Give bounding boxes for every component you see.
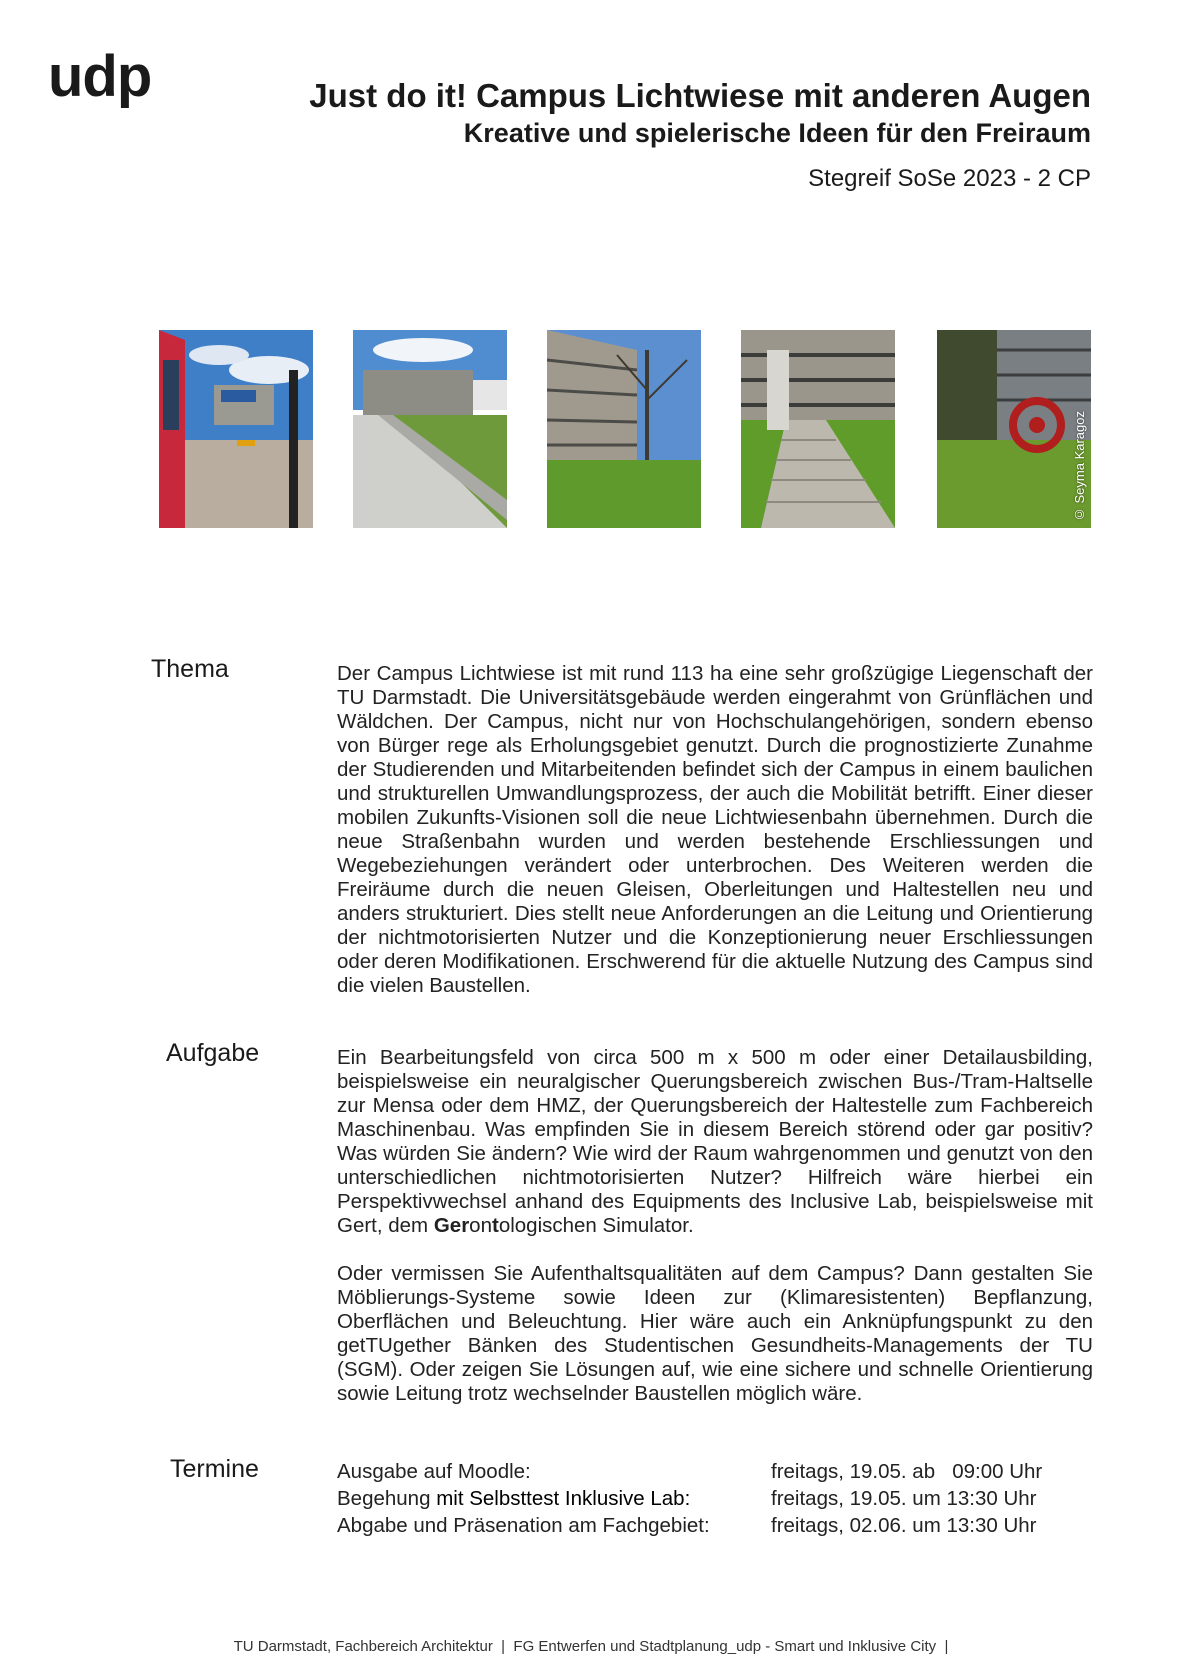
termine-when: freitags, 19.05. um 13:30 Uhr <box>771 1487 1037 1510</box>
aufgabe-p1-end: ologischen Simulator. <box>498 1214 694 1237</box>
termine-what-text: Abgabe und Präsenation am Fachgebiet: <box>337 1514 710 1537</box>
photo-tram-platform <box>159 330 313 528</box>
section-label-thema: Thema <box>151 655 229 683</box>
photo-building-tree <box>547 330 701 528</box>
udp-logo: udp <box>48 44 152 109</box>
termine-row <box>337 1458 1097 1485</box>
thema-paragraph: Der Campus Lichtwiese ist mit rund 113 ha eine sehr großzügige Liegenschaft der TU Darmstadt. Die Universitätsgebäude werden eingerahmt von Grünflächen und Wäldchen. Der Campus, nicht nur von Hochschulangehörigen, sondern ebenso von Bürger rege als Erholungsgebiet genutzt. Durch die prognostizierte Zunahme der Studierenden und Mitarbeitenden befindet sich der Campus in einem baulichen und strukturellen Umwandlungsprozess, der auch die Mobilität betrifft. Einer dieser mobilen Zukunfts-Visionen soll die neue Lichtwiesenbahn übernehmen. Durch die neue Straßenbahn wurden und werden bestehende Erschliessungen und Wegebeziehungen verändert oder unterbrochen. Des Weiteren werden die Freiräume durch die neuen Gleisen, Oberleitungen und Haltestellen neu und anders strukturiert. Dies stellt neue Anforderungen an die Leitung und Orientierung der nichtmotorisierten Nutzer und die Konzeptionierung neuer Erschliessungen oder deren Modifikationen. Erschwerend für die aktuelle Nutzung des Campus sind die vielen Baustellen. <box>337 662 1093 997</box>
aufgabe-paragraph-1 <box>337 1046 1093 1238</box>
gert-bold-1: Ger <box>433 1214 470 1237</box>
section-label-termine: Termine <box>170 1455 259 1483</box>
gert-mid: on <box>469 1214 492 1237</box>
termine-what-text: Begehung <box>337 1487 437 1510</box>
course-info: Stegreif SoSe 2023 - 2 CP <box>808 165 1091 192</box>
photo-red-sculpture <box>937 330 1091 528</box>
document-header <box>309 76 1091 194</box>
aufgabe-text <box>337 1046 1093 1406</box>
termine-row <box>337 1512 1097 1539</box>
page-footer: TU Darmstadt, Fachbereich Architektur | FG Entwerfen und Stadtplanung_udp - Smart und Inklusive City | <box>233 1638 949 1655</box>
aufgabe-paragraph-2: Oder vermissen Sie Aufenthaltsqualitäten auf dem Campus? Dann gestalten Sie Möblierungs-Systeme sowie Ideen zur (Klimaresistenten) Bepflanzung, Oberflächen und Beleuchtung. Hier wäre auch ein Anknüpfungspunkt zu den getTUgether Bänken des Studentischen Gesundheits-Managements der TU (SGM). Oder zeigen Sie Lösungen auf, wie eine sichere und schnelle Orientierung sowie Leitung trotz wechselnder Baustellen möglich wäre. <box>337 1262 1093 1405</box>
termine-what <box>337 1485 771 1512</box>
page-subtitle: Kreative und spielerische Ideen für den Freiraum <box>463 118 1091 148</box>
termine-what-bold: mit Selbsttest Inklusive Lab: <box>436 1487 691 1510</box>
photo-stairs <box>741 330 895 528</box>
photo-credit: © Seyma Karagoz <box>1072 410 1087 522</box>
termine-row <box>337 1485 1097 1512</box>
aufgabe-p1-text: Ein Bearbeitungsfeld von circa 500 m x 500 m oder einer Detailausbilding, beispielsweise ein neuralgischer Querungsbereich zwischen Bus-/Tram-Haltselle zur Mensa oder dem HMZ, der Querungsbereich der Haltestelle zum Fachbereich Maschinenbau. Was empfinden Sie in diesem Bereich störend oder gar positiv? Was würden Sie ändern? Wie wird der Raum wahrgenommen und genutzt von den unterschiedlichen nichtmotorisierten Nutzer? Hilfreich wäre hierbei ein Perspektivwechsel anhand des Equipments des Inclusive Lab, beispielsweise mit Gert, dem <box>337 1046 1093 1237</box>
photo-strip <box>159 330 1091 528</box>
thema-text <box>337 662 1093 998</box>
termine-table <box>337 1458 1097 1539</box>
page-title: Just do it! Campus Lichtwiese mit anderen Augen <box>309 77 1091 114</box>
termine-what <box>337 1458 771 1485</box>
photo-paved-path <box>353 330 507 528</box>
termine-what-text: Ausgabe auf Moodle: <box>337 1460 531 1483</box>
termine-when: freitags, 02.06. um 13:30 Uhr <box>771 1514 1037 1537</box>
termine-what <box>337 1512 771 1539</box>
gert-bold-2: t <box>491 1214 499 1237</box>
termine-when: freitags, 19.05. ab 09:00 Uhr <box>771 1460 1043 1483</box>
section-label-aufgabe: Aufgabe <box>166 1039 260 1067</box>
